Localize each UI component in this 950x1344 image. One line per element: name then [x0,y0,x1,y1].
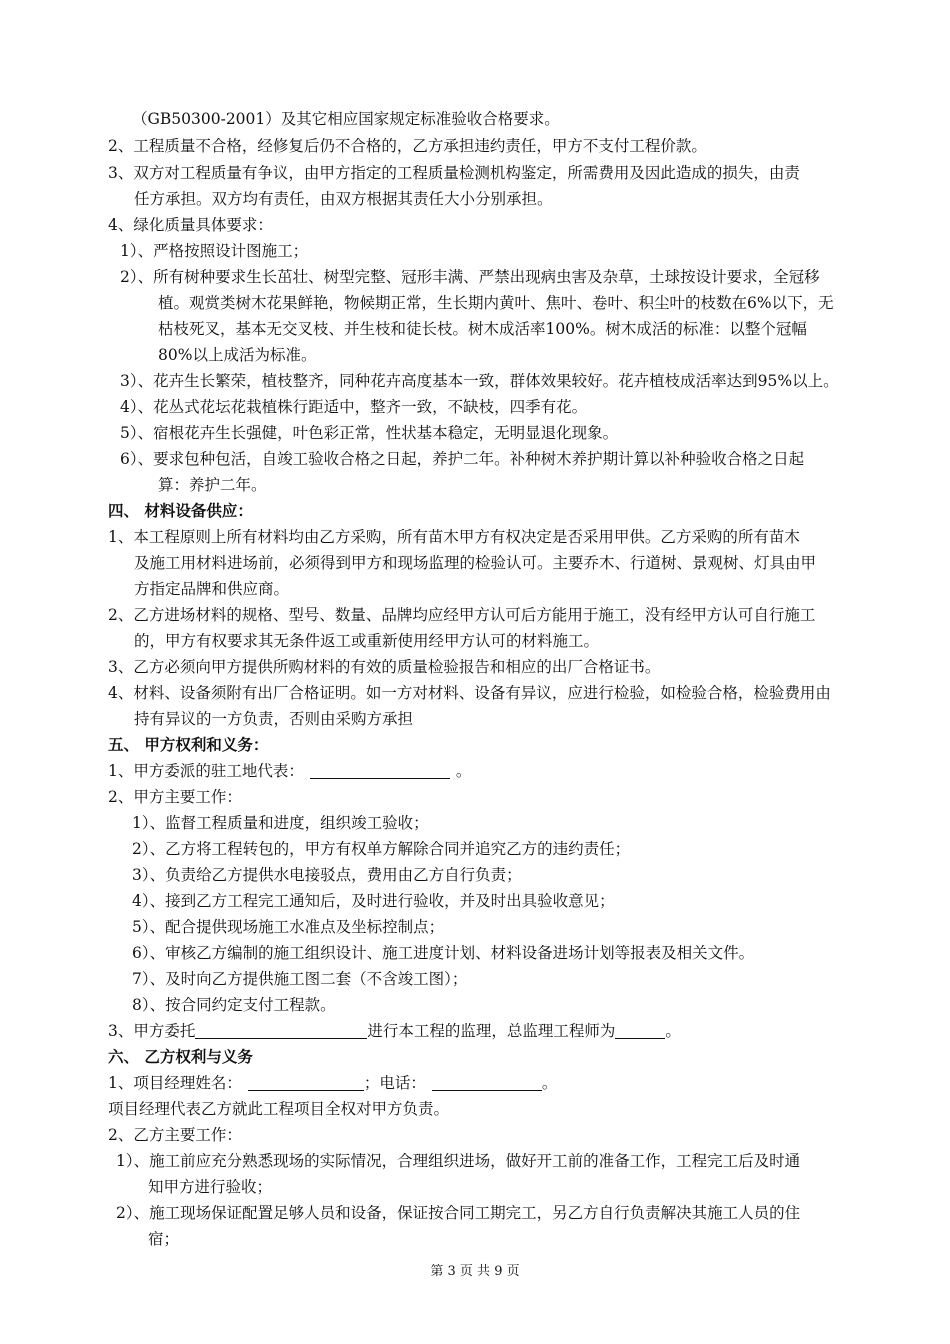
text-line: 任方承担。双方均有责任，由双方根据其责任大小分别承担。 [134,190,553,208]
text-line: 4、绿化质量具体要求： [108,216,273,234]
section-heading: 四、 材料设备供应： [108,501,253,520]
text-line: 80%以上成活为标准。 [158,346,317,364]
text-line: 6）、审核乙方编制的施工组织设计、施工进度计划、材料设备进场计划等报表及相关文件。 [132,944,755,962]
text-line: 1）、施工前应充分熟悉现场的实际情况，合理组织进场，做好开工前的准备工作，工程完工后及时通 [116,1152,801,1170]
text-line [108,1018,681,1044]
text-line: 1）、严格按照设计图施工； [120,242,309,260]
text-line: （GB50300-2001）及其它相应国家规定标准验收合格要求。 [132,110,560,128]
text-line: 1）、监督工程质量和进度，组织竣工验收； [132,814,429,832]
text-line: 枯枝死叉，基本无交叉枝、并生枝和徒长枝。树木成活率100%。树木成活的标准：以整个冠幅 [158,320,807,338]
fill-in-blank[interactable] [310,762,450,779]
fill-in-label: 3、甲方委托 [108,1022,196,1040]
text-line: 2）、施工现场保证配置足够人员和设备，保证按合同工期完工，另乙方自行负责解决其施工人员的住 [116,1204,801,1222]
text-line: 4）、花丛式花坛花栽植株行距适中，整齐一致，不缺枝，四季有花。 [120,398,588,416]
text-line: 3）、负责给乙方提供水电接驳点，费用由乙方自行负责； [132,866,522,884]
fill-in-label: 1、项目经理姓名： [108,1074,242,1092]
text-line: 知甲方进行验收； [148,1178,273,1196]
text-line: 2）、乙方将工程转包的，甲方有权单方解除合同并追究乙方的违约责任； [132,840,631,858]
text-line: 算：养护二年。 [158,476,267,494]
text-line: 植。观赏类树木花果鲜艳，物候期正常，生长期内黄叶、焦叶、卷叶、积尘叶的枝数在6%以下，无 [158,294,834,312]
text-line: 2、甲方主要工作： [108,788,242,806]
text-line [108,1070,557,1096]
text-line: 5）、宿根花卉生长强健，叶色彩正常，性状基本稳定，无明显退化现象。 [120,424,619,442]
section-heading: 五、 甲方权利和义务： [108,735,269,754]
text-line: 3）、花卉生长繁荣，植枝整齐，同种花卉高度基本一致，群体效果较好。花卉植枝成活率达到95%以上。 [120,372,839,390]
text-line: 3、乙方必须向甲方提供所购材料的有效的质量检验报告和相应的出厂合格证书。 [108,658,661,676]
text-suffix: 。 [541,1074,558,1092]
text-line: 及施工用材料进场前，必须得到甲方和现场监理的检验认可。主要乔木、行道树、景观树、灯具由甲 [134,554,817,572]
text-line: 2、乙方主要工作： [108,1126,242,1144]
text-line: 6）、要求包种包活，自竣工验收合格之日起，养护二年。补种树木养护期计算以补种验收合格之日起 [120,450,805,468]
text-line: 1、本工程原则上所有材料均由乙方采购，所有苗木甲方有权决定是否采用甲供。乙方采购的所有苗木 [108,528,800,546]
section-heading: 六、 乙方权利与义务 [108,1047,253,1066]
fill-in-label: ；电话： [363,1074,426,1092]
text-line: 持有异议的一方负责，否则由采购方承担 [134,710,414,728]
text-line: 2、乙方进场材料的规格、型号、数量、品牌均应经甲方认可后方能用于施工，没有经甲方认可自行施工 [108,606,816,624]
text-suffix: 。 [455,762,472,780]
text-line: 项目经理代表乙方就此工程项目全权对甲方负责。 [108,1100,450,1118]
fill-in-label: 1、甲方委派的驻工地代表： [108,762,304,780]
text-line: 方指定品牌和供应商。 [134,580,290,598]
text-line: 的，甲方有权要求其无条件返工或重新使用经甲方认可的材料施工。 [134,632,600,650]
text-suffix: 。 [665,1022,681,1040]
text-line [108,758,471,784]
fill-in-blank[interactable] [195,1022,367,1039]
text-line: 4）、接到乙方工程完工通知后，及时进行验收，并及时出具验收意见； [132,892,615,910]
fill-in-blank[interactable] [432,1074,542,1091]
text-line: 2、工程质量不合格，经修复后仍不合格的，乙方承担违约责任，甲方不支付工程价款。 [108,137,707,155]
page-number-footer: 第 3 页 共 9 页 [430,1264,520,1279]
text-line: 2）、所有树种要求生长茁壮、树型完整、冠形丰满、严禁出现病虫害及杂草，土球按设计要求，全冠移 [120,268,820,286]
text-line: 5）、配合提供现场施工水准点及坐标控制点； [132,918,445,936]
text-line: 8）、按合同约定支付工程款。 [132,996,336,1014]
fill-in-blank[interactable] [248,1074,364,1091]
fill-in-label: 进行本工程的监理，总监理工程师为 [367,1022,616,1040]
text-line: 4、材料、设备须附有出厂合格证明。如一方对材料、设备有异议，应进行检验，如检验合格，检验费用由 [108,684,831,702]
fill-in-blank[interactable] [615,1022,665,1039]
text-line: 3、双方对工程质量有争议，由甲方指定的工程质量检测机构鉴定，所需费用及因此造成的损失，由责 [108,164,800,182]
text-line: 宿； [148,1230,180,1248]
text-line: 7）、及时向乙方提供施工图二套（不含竣工图）； [132,970,468,988]
